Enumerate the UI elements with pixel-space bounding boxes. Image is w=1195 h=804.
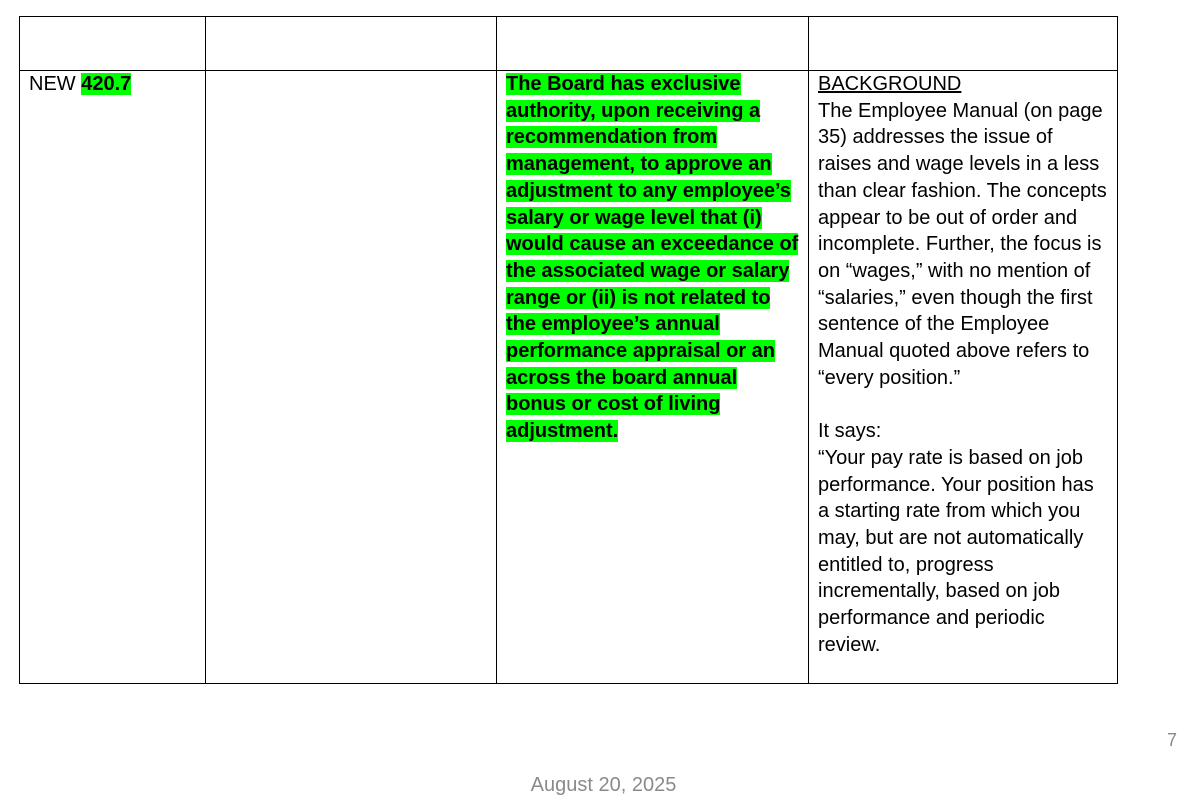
- comment-cell: [809, 71, 1118, 684]
- comment-paragraph-2-quote: “Your pay rate is based on job performance. Your position has a starting rate from which you may, but are not automatically entitled to, progress incrementally, based on job performance and periodic review.: [818, 446, 1094, 656]
- proposed-text: The Board has exclusive authority, upon receiving a recommendation from management, to approve an adjustment to any employee’s salary or wage level that (i) would cause an exceedance of the associated wage or salary range or (ii) is not related to the employee’s annual performance appraisal or an across the board annual bonus or cost of living adjustment.: [506, 73, 799, 443]
- table-row: [20, 71, 1118, 684]
- header-cell-current: [206, 17, 497, 71]
- header-cell-comment: [809, 17, 1118, 71]
- comment-heading: BACKGROUND: [818, 73, 962, 95]
- section-cell: [20, 71, 206, 684]
- current-text-cell: [206, 71, 497, 684]
- header-cell-proposed: [497, 17, 809, 71]
- paragraph-gap: [818, 391, 1108, 418]
- section-number: 420.7: [81, 73, 132, 95]
- page-number: 7: [1166, 730, 1177, 750]
- footer-date: August 20, 2025: [530, 774, 677, 796]
- proposed-text-cell: [497, 71, 809, 684]
- table-header-row: [20, 17, 1118, 71]
- comment-paragraph-1: The Employee Manual (on page 35) addresses the issue of raises and wage levels in a less than clear fashion. The concepts appear to be out of order and incomplete. Further, the focus is on “wages,” with no mention of “salaries,” even though the first sentence of the Employee Manual quoted above refers to “every position.”: [818, 99, 1107, 389]
- header-cell-section: [20, 17, 206, 71]
- comment-paragraph-2-intro: It says:: [818, 420, 882, 443]
- section-reference: [20, 71, 205, 98]
- comparison-table: [19, 16, 1118, 684]
- section-prefix: NEW: [29, 73, 82, 95]
